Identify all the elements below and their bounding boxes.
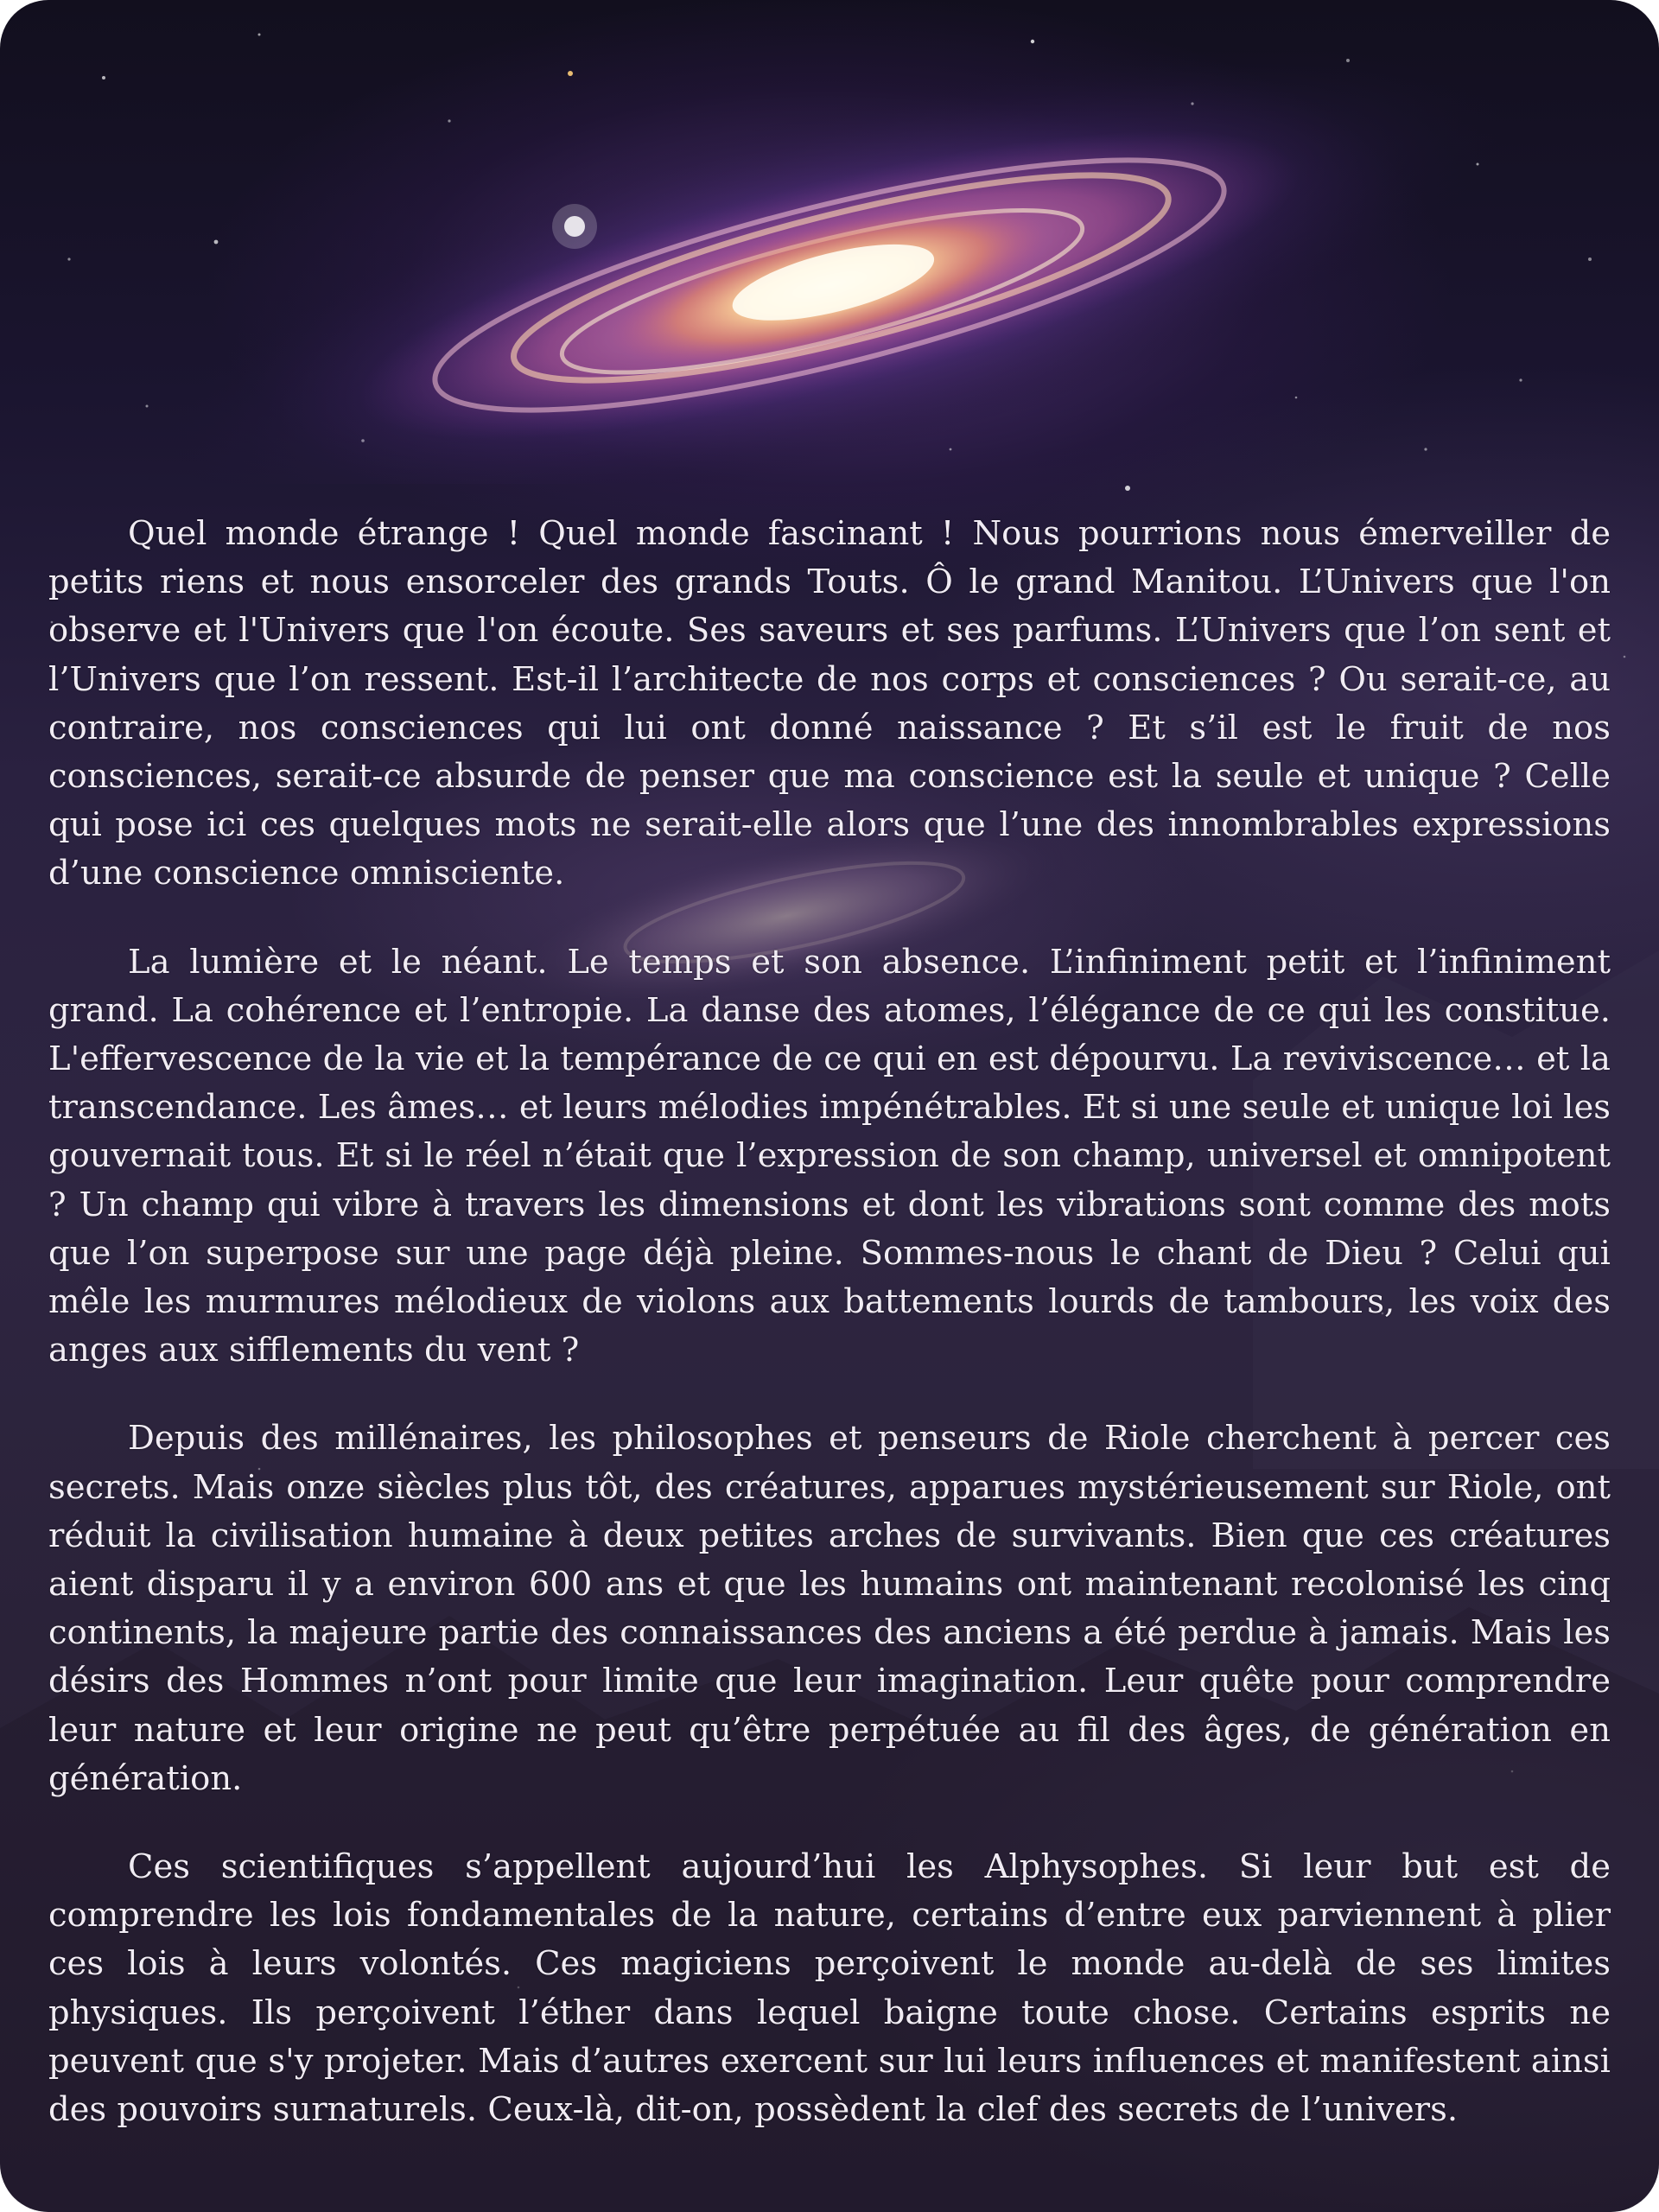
paragraph-4: Ces scientifiques s’appellent aujourd’hui les Alphysophes. Si leur but est de comprendre les lois fondamentales de la nature, certains d’entre eux parviennent à plier ces lois à leurs volontés. Ces magiciens perçoivent le monde au-delà de ses limites physiques. Ils perçoivent l’éther dans lequel baigne toute chose. Certains esprits ne peuvent que s'y projeter. Mais d’autres exercent sur lui leurs influences et manifestent ainsi des pouvoirs surnaturels. Ceux-là, dit-on, possèdent la clef des secrets de l’univers. [48, 1847, 1611, 2130]
paragraph-2: La lumière et le néant. Le temps et son absence. L’infiniment petit et l’infiniment grand. La cohérence et l’entropie. La danse des atomes, l’élégance de ce qui les constitue. L'effervescence de la vie et la tempérance de ce qui en est dépourvu. La reviviscence… et la transcendance. Les âmes… et leurs mélodies impénétrables. Et si une seule et unique loi les gouvernait tous. Et si le réel n’était que l’expression de son champ, universel et omnipotent ? Un champ qui vibre à travers les dimensions et dont les vibrations sont comme des mots que l’on superpose sur une page déjà pleine. Sommes-nous le chant de Dieu ? Celui qui mêle les murmures mélodieux de violons aux battements lourds de tambours, les voix des anges aux sifflements du vent ? [48, 942, 1611, 1370]
paragraph-3: Depuis des millénaires, les philosophes et penseurs de Riole cherchent à percer ces secrets. Mais onze siècles plus tôt, des créatures, apparues mystérieusement sur Riole, ont réduit la civilisation humaine à deux petites arches de survivants. Bien que ces créatures aient disparu il y a environ 600 ans et que les humains ont maintenant recolonisé les cinq continents, la majeure partie des connaissances des anciens a été perdue à jamais. Mais les désirs des Hommes n’ont pour limite que leur imagination. Leur quête pour comprendre leur nature et leur origine ne peut qu’être perpétuée au fil des âges, de génération en génération. [48, 1419, 1611, 1798]
spiral-galaxy-icon [0, 0, 1659, 484]
paragraph-1: Quel monde étrange ! Quel monde fascinant ! Nous pourrions nous émerveiller de petits riens et nous ensorceler des grands Touts. Ô le grand Manitou. L’Univers que l'on observe et l'Univers que l'on écoute. Ses saveurs et ses parfums. L’Univers que l’on sent et l’Univers que l’on ressent. Est-il l’architecte de nos corps et consciences ? Ou serait-ce, au contraire, nos consciences qui lui ont donné naissance ? Et s’il est le fruit de nos consciences, serait-ce absurde de penser que ma conscience est la seule et unique ? Celle qui pose ici ces quelques mots ne serait-elle alors que l’une des innombrables expressions d’une conscience omnisciente. [48, 514, 1611, 893]
story-text [48, 510, 1611, 2134]
